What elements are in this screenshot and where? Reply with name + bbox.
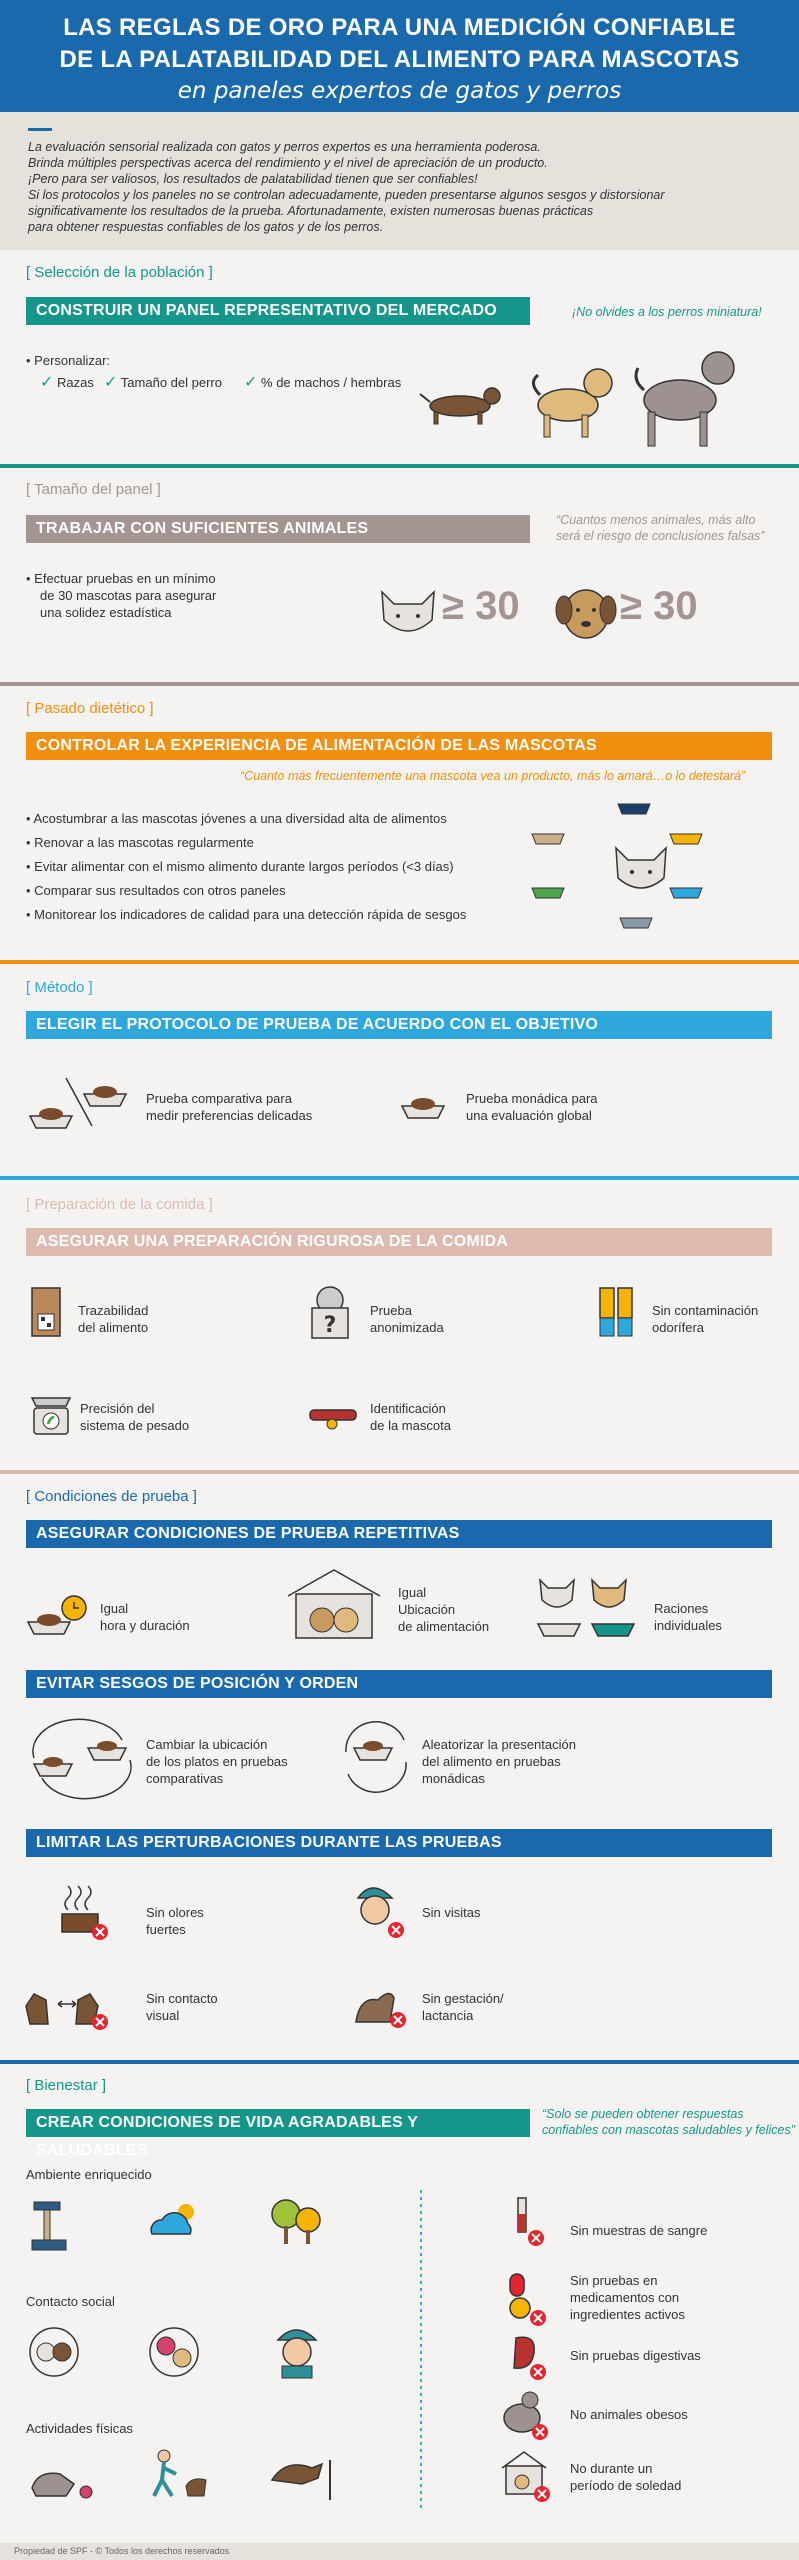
bowl-clock-icon [26,1594,92,1640]
intro-line: significativamente los resultados de la prueba. Afortunadamente, existen numerosas buenas prácticas [28,204,594,218]
banner-panel-size: TRABAJAR CON SUFICIENTES ANIMALES [26,515,530,543]
food-traceability: del alimento [78,1320,149,1335]
no-odor-contamination: odorífera [652,1320,705,1335]
banner-population: CONSTRUIR UN PANEL REPRESENTATIVO DEL MERCADO [26,297,530,325]
check-gender: ✓ % de machos / hembras [244,374,402,391]
dog-face-icon [556,582,616,642]
check-icon: ✓ [244,374,258,391]
diet-bullet: • Acostumbrar a las mascotas jóvenes a una diversidad alta de alimentos [26,811,447,826]
check-icon: ✓ [40,374,54,391]
no-visits-icon [352,1882,408,1944]
cat-count: ≥ 30 [442,584,520,628]
quote-wellbeing-1: “Solo se pueden obtener respuestas [542,2107,744,2121]
food-bag-icon [30,1284,64,1340]
no-solitude-period: período de soledad [570,2478,682,2493]
no-obese-animals: No animales obesos [570,2407,688,2422]
medium-dog-icon [528,355,618,445]
individual-rations-icon [536,1574,640,1644]
section-label-test-conditions: [ Condiciones de prueba ] [26,1488,197,1505]
no-blood-samples: Sin muestras de sangre [570,2223,708,2238]
no-obese-animal-icon [500,2388,552,2442]
large-dog-icon [630,340,740,450]
no-loneliness-icon [500,2450,554,2504]
randomize-presentation: del alimento en pruebas [422,1754,561,1769]
anonymized-test: anonimizada [370,1320,444,1335]
quote-panel-size-1: “Cuantos menos animales, más alto [556,513,756,527]
banner-position-bias: EVITAR SESGOS DE POSICIÓN Y ORDEN [26,1670,772,1698]
same-time-duration: hora y duración [100,1618,190,1633]
scale-icon [28,1390,74,1438]
svg-text:?: ? [323,1313,337,1338]
food-traceability: Trazabilidad [78,1303,149,1318]
same-feeding-location: de alimentación [398,1619,490,1634]
intro-line: La evaluación sensorial realizada con gatos y perros expertos es una herramienta poderosa. [28,140,541,154]
no-digestive-test-icon [506,2332,550,2384]
panel-size-bullet: una solidez estadística [40,605,172,620]
no-visual-contact-icon [24,1986,116,2032]
no-digestive-tests: Sin pruebas digestivas [570,2348,701,2363]
quote-mini-dogs: ¡No olvides a los perros miniatura! [572,305,762,319]
gloves-icon [596,1284,636,1340]
header [0,0,799,112]
no-odor-contamination: Sin contaminación [652,1303,759,1318]
quote-panel-size-2: será el riesgo de conclusiones falsas” [556,529,765,543]
intro-line: Brinda múltiples perspectivas acerca del rendimiento y el nivel de apreciación de un producto. [28,156,548,170]
same-feeding-location: Igual [398,1585,427,1600]
same-time-duration: Igual [100,1601,129,1616]
panel-size-bullet: • Efectuar pruebas en un mínimo [26,571,216,586]
randomize-presentation: monádicas [422,1771,485,1786]
cat-tree-icon [30,2198,70,2254]
column-separator [420,2190,422,2510]
method-comparative: medir preferencias delicadas [146,1108,313,1123]
no-visual-contact: visual [146,2008,180,2023]
section-label-diet: [ Pasado dietético ] [26,700,154,717]
quote-diet: “Cuanto más frecuentemente una mascota vea un producto, más lo amará…o lo detestará” [240,769,746,783]
cat-play-icon [26,2456,96,2502]
weighing-precision: Precisión del [80,1401,155,1416]
dog-walk-icon [148,2448,212,2504]
social-cat-dog-icon [26,2326,84,2378]
intro-box [0,112,799,250]
intro-line: Si los protocolos y los paneles no se controlan adecuadamente, pueden presentarse algunos sesgos y distorsionar [28,188,665,202]
no-visits: Sin visitas [422,1905,481,1920]
method-monadic: una evaluación global [466,1108,592,1123]
subtitle: en paneles expertos de gatos y perros [177,78,622,104]
anonymized-test: Prueba [370,1303,412,1318]
physical-activities: Actividades físicas [26,2421,133,2436]
house-pets-icon [284,1566,384,1642]
change-bowl-location: comparativas [146,1771,224,1786]
no-visual-contact: Sin contacto [146,1991,218,2006]
title-line-2: DE LA PALATABILIDAD DEL ALIMENTO PARA MASCOTAS [59,46,740,73]
no-medication-tests: ingredientes activos [570,2307,685,2322]
diet-bullet: • Renovar a las mascotas regularmente [26,835,254,850]
change-bowl-location: de los platos en pruebas [146,1754,288,1769]
quote-wellbeing-2: confiables con mascotas saludables y felices” [542,2123,795,2137]
no-gestation: lactancia [422,2008,474,2023]
divider [0,682,799,686]
trees-icon [268,2196,326,2248]
same-feeding-location: Ubicación [398,1602,456,1617]
anonymous-test-icon [306,1286,354,1342]
banner-disturbances: LIMITAR LAS PERTURBACIONES DURANTE LAS PRUEBAS [26,1829,772,1857]
divider [0,1176,799,1180]
footer: Propiedad de SPF - © Todos los derechos reservados [0,2543,799,2560]
section-label-wellbeing: [ Bienestar ] [26,2077,107,2094]
divider [0,960,799,964]
banner-repetitive-conditions: ASEGURAR CONDICIONES DE PRUEBA REPETITIVAS [26,1520,772,1548]
collar-tag-icon [308,1406,360,1432]
no-strong-odors: Sin olores [146,1905,204,1920]
intro-accent [28,128,52,131]
banner-method: ELEGIR EL PROTOCOLO DE PRUEBA DE ACUERDO CON EL OBJETIVO [26,1011,772,1039]
banner-food-prep: ASEGURAR UNA PREPARACIÓN RIGUROSA DE LA COMIDA [26,1228,772,1256]
dachshund-icon [420,380,510,440]
no-odor-icon [58,1882,114,1942]
randomize-presentation: Aleatorizar la presentación [422,1737,576,1752]
no-medication-tests: Sin pruebas en [570,2273,658,2288]
section-label-method: [ Método ] [26,979,93,996]
divider [0,464,799,468]
intro-line: ¡Pero para ser valiosos, los resultados de palatabilidad tienen que ser confiables! [28,172,478,186]
no-solitude-period: No durante un [570,2461,653,2476]
caretaker-icon [272,2324,324,2380]
swap-bowls-icon [26,1720,138,1796]
diet-bullet: • Evitar alimentar con el mismo alimento durante largos períodos (<3 días) [26,859,454,874]
diet-bullet: • Monitorear los indicadores de calidad para una detección rápida de sesgos [26,907,467,922]
no-medication-tests: medicamentos con [570,2290,680,2305]
check-breeds: ✓ Razas [40,374,94,391]
no-medication-icon [504,2272,550,2328]
social-person-pet-icon [146,2326,206,2380]
check-size: ✓ Tamaño del perro [104,374,222,391]
section-label-panel-size: [ Tamaño del panel ] [26,481,161,498]
check-icon: ✓ [104,374,118,391]
individual-rations: individuales [654,1618,722,1633]
panel-size-bullet: de 30 mascotas para asegurar [40,588,217,603]
individual-rations: Raciones [654,1601,709,1616]
dog-count: ≥ 30 [620,584,698,628]
method-comparative: Prueba comparativa para [146,1091,292,1106]
banner-diet: CONTROLAR LA EXPERIENCIA DE ALIMENTACIÓN DE LAS MASCOTAS [26,732,772,760]
pet-identification: Identificación [370,1401,446,1416]
section-label-population: [ Selección de la población ] [26,264,213,281]
no-gestation: Sin gestación/ [422,1991,504,2006]
divider [0,1470,799,1474]
cat-bowls-icon [528,794,768,940]
weighing-precision: sistema de pesado [80,1418,190,1433]
change-bowl-location: Cambiar la ubicación [146,1737,268,1752]
diet-bullet: • Comparar sus resultados con otros paneles [26,883,286,898]
randomize-icon [340,1722,412,1790]
intro-line: para obtener respuestas confiables de los gatos y de los perros. [28,220,384,234]
section-label-food-prep: [ Preparación de la comida ] [26,1196,213,1213]
title-line-1: LAS REGLAS DE ORO PARA UNA MEDICIÓN CONFIABLE [63,14,736,41]
sun-cloud-icon [142,2200,206,2240]
single-bowl-icon [400,1092,450,1122]
pet-identification: de la mascota [370,1418,451,1433]
no-gestation-icon [350,1982,408,2030]
personalize-label: • Personalizar: [26,353,111,368]
dog-jump-icon [266,2450,336,2506]
enriched-environment: Ambiente enriquecido [26,2167,152,2182]
banner-wellbeing: CREAR CONDICIONES DE VIDA AGRADABLES Y SALUDABLES [26,2109,530,2137]
two-bowls-icon [26,1076,136,1132]
divider [0,2060,799,2064]
cat-face-icon [378,584,438,640]
social-contact: Contacto social [26,2294,115,2309]
no-strong-odors: fuertes [146,1922,186,1937]
method-monadic: Prueba monádica para [466,1091,598,1106]
no-blood-sample-icon [504,2194,548,2250]
